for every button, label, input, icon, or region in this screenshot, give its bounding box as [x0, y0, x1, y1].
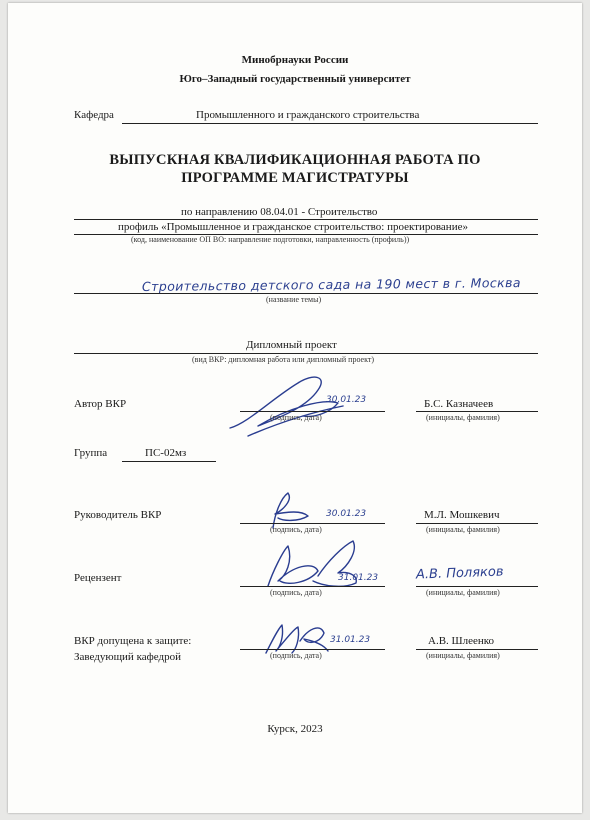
work-title-line-1: ВЫПУСКНАЯ КВАЛИФИКАЦИОННАЯ РАБОТА ПО: [109, 152, 481, 168]
reviewer-name-line: [416, 586, 538, 587]
direction-underline-1: [74, 219, 538, 220]
group-value: ПС-02мз: [145, 447, 187, 459]
reviewer-label: Рецензент: [74, 572, 122, 584]
supervisor-name-line: [416, 523, 538, 524]
supervisor-sign-date: 30.01.23: [326, 509, 367, 519]
author-sign-date: 30.01.23: [326, 395, 367, 405]
reviewer-name-caption: (инициалы, фамилия): [426, 588, 500, 597]
admission-label: ВКР допущена к защите:: [74, 635, 192, 647]
head-name: А.В. Шлеенко: [428, 635, 495, 647]
author-sign-line: [240, 411, 385, 412]
direction-line-2: профиль «Промышленное и гражданское строительство: проектирование»: [118, 221, 468, 233]
supervisor-name-caption: (инициалы, фамилия): [426, 525, 500, 534]
topic-underline: [74, 293, 538, 294]
direction-caption: (код, наименование ОП ВО: направление подготовки, направленность (профиль)): [131, 235, 410, 244]
reviewer-sign-line: [240, 586, 385, 587]
reviewer-name-handwritten: А.В. Поляков: [415, 564, 504, 583]
work-type-caption: (вид ВКР: дипломная работа или дипломный проект): [192, 355, 375, 364]
work-type-value: Дипломный проект: [246, 339, 337, 351]
head-of-department-label: Заведующий кафедрой: [74, 651, 181, 663]
author-name-line: [416, 411, 538, 412]
reviewer-sign-date: 31.01.23: [338, 573, 379, 583]
university-name: Юго–Западный государственный университет: [179, 73, 411, 85]
department-value: Промышленного и гражданского строительства: [196, 109, 420, 121]
reviewer-sign-caption: (подпись, дата): [270, 588, 322, 597]
head-sign-caption: (подпись, дата): [270, 651, 322, 660]
author-label: Автор ВКР: [74, 398, 127, 410]
supervisor-label: Руководитель ВКР: [74, 509, 162, 521]
author-name-caption: (инициалы, фамилия): [426, 413, 500, 422]
supervisor-sign-line: [240, 523, 385, 524]
group-underline: [122, 461, 216, 462]
supervisor-name: М.Л. Мошкевич: [424, 509, 500, 521]
head-name-line: [416, 649, 538, 650]
head-sign-date: 31.01.23: [330, 635, 371, 645]
city-year: Курск, 2023: [267, 723, 323, 735]
author-name: Б.С. Казначеев: [424, 398, 494, 410]
head-name-caption: (инициалы, фамилия): [426, 651, 500, 660]
group-label: Группа: [74, 447, 108, 459]
ministry-name: Минобрнауки России: [241, 54, 349, 66]
author-sign-caption: (подпись, дата): [270, 413, 322, 422]
direction-line-1: по направлению 08.04.01 - Строительство: [181, 206, 378, 218]
document-page: [8, 3, 582, 813]
supervisor-sign-caption: (подпись, дата): [270, 525, 322, 534]
head-sign-line: [240, 649, 385, 650]
topic-caption: (название темы): [266, 295, 322, 304]
department-underline: [122, 123, 538, 124]
author-signature-icon: [218, 368, 358, 443]
topic-handwritten: Строительство детского сада на 190 мест в г. Москва: [141, 275, 521, 294]
work-type-underline: [74, 353, 538, 354]
work-title-line-2: ПРОГРАММЕ МАГИСТРАТУРЫ: [181, 170, 409, 186]
department-label: Кафедра: [74, 109, 114, 121]
